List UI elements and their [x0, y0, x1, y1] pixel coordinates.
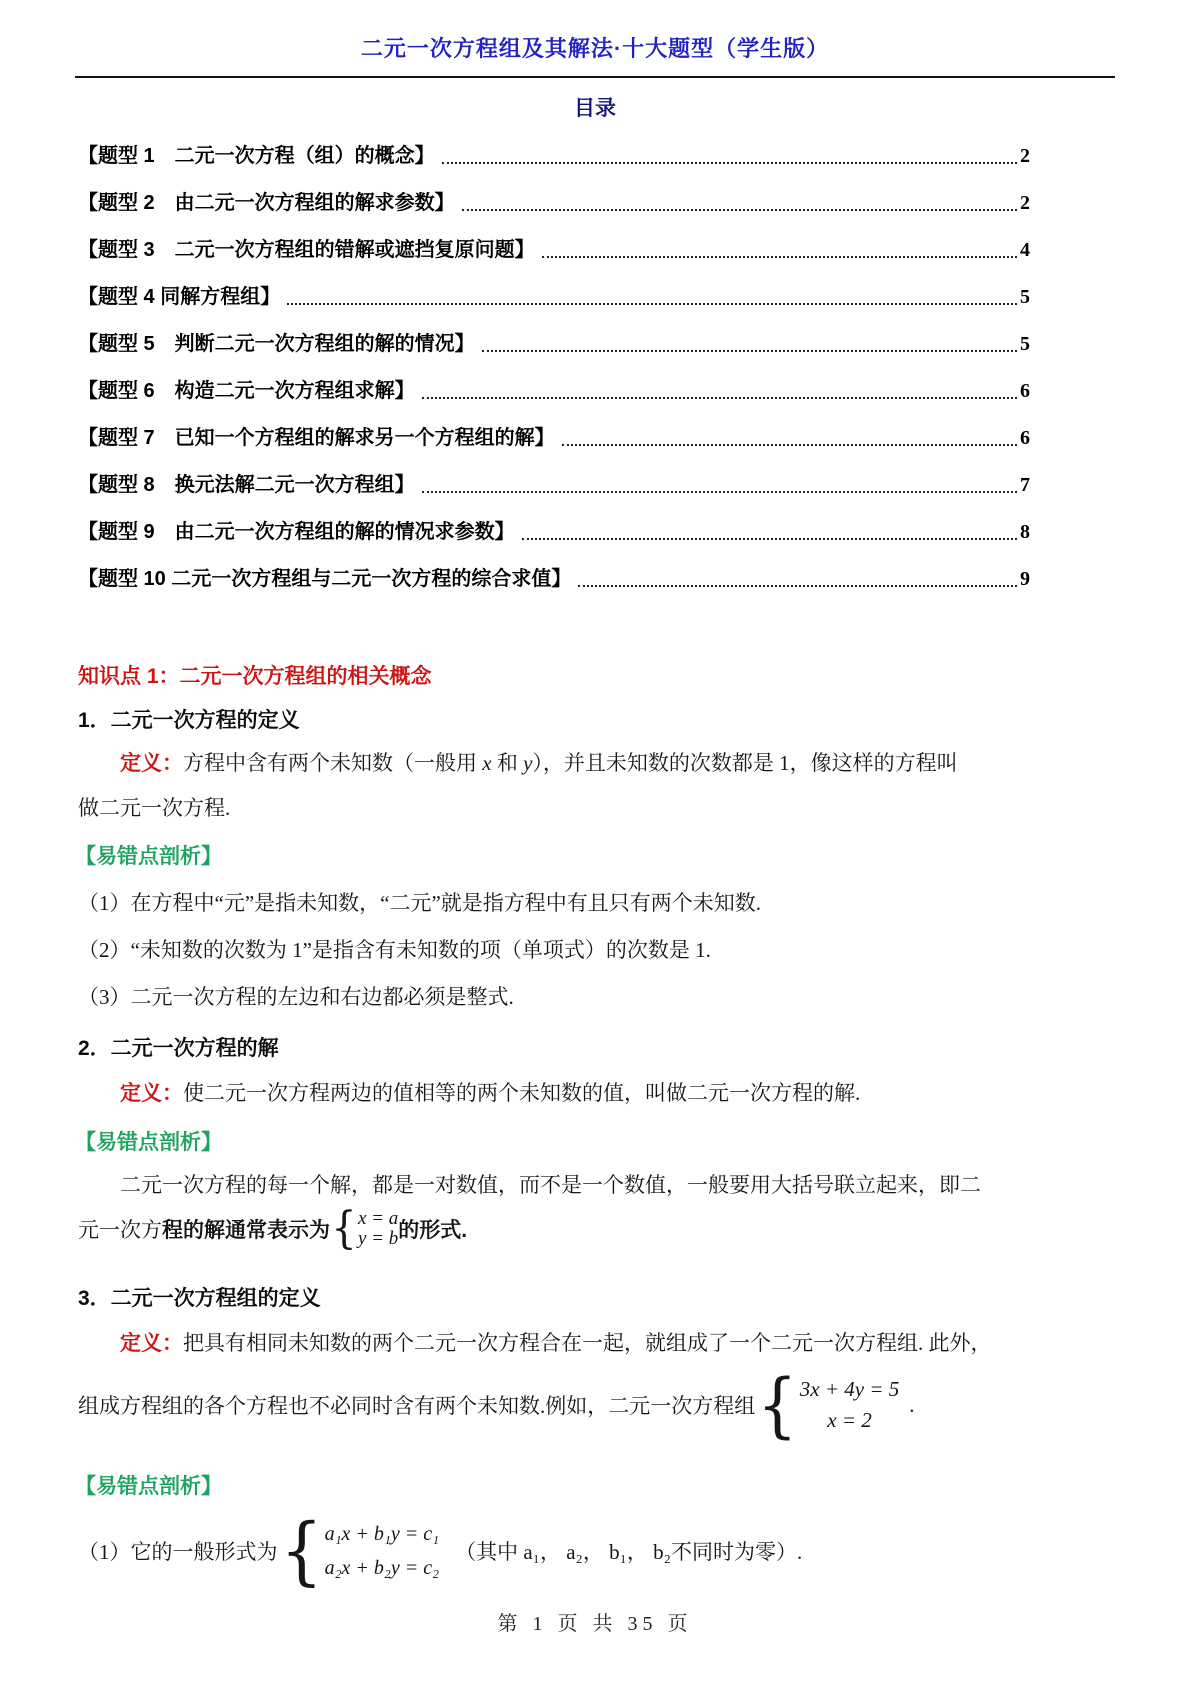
equation-line: x = 2: [827, 1408, 872, 1432]
section3-heading: 3．二元一次方程组的定义: [78, 1287, 321, 1310]
definition-text: 把具有相同未知数的两个二元一次方程合在一起，就组成了一个二元一次方程组. 此外，: [183, 1331, 992, 1355]
definition-label: 定义：: [120, 1081, 183, 1105]
definition-text: 使二元一次方程两边的值相等的两个未知数的值，叫做二元一次方程的解.: [183, 1081, 861, 1105]
toc-item-4[interactable]: [78, 284, 1030, 310]
example-system-line: [78, 1364, 915, 1446]
definition-label: 定义：: [120, 751, 183, 775]
toc-page-number: 5: [1020, 286, 1030, 308]
toc-item-6[interactable]: [78, 378, 1030, 404]
toc-item-label: 【题型 10 二元一次方程组与二元一次方程的综合求值】: [78, 568, 572, 590]
definition-label: 定义：: [120, 1331, 183, 1355]
definition-text: 方程中含有两个未知数（一般用: [183, 751, 483, 775]
toc-page-number: 2: [1020, 145, 1030, 167]
toc-item-label: 【题型 4 同解方程组】: [78, 286, 281, 308]
toc-page-number: 6: [1020, 380, 1030, 402]
general-form-line: [78, 1508, 803, 1594]
toc-page-number: 7: [1020, 474, 1030, 496]
left-brace: {: [279, 1508, 323, 1594]
title-divider-rule: [75, 76, 1115, 78]
definition-text: ），并且未知数的次数都是 1，像这样的方程叫: [532, 751, 958, 775]
toc-leader-dots: [422, 491, 1017, 493]
toc-item-label: 【题型 2 由二元一次方程组的解求参数】: [78, 192, 455, 214]
solution-note-line1: 二元一次方程的每一个解，都是一对数值，而不是一个数值，一般要用大括号联立起来，即二: [120, 1173, 981, 1197]
solution-form-equation-system: [330, 1203, 399, 1254]
general-form-condition: （其中 a₁， a₂， b₁， b₂不同时为零）.: [455, 1540, 803, 1564]
equation-line: a₁x + b₁y = c₁: [324, 1523, 440, 1545]
pitfall-point-1: （1）在方程中“元”是指未知数，“二元”就是指方程中有且只有两个未知数.: [78, 891, 762, 915]
general-form-equation-system: [278, 1508, 440, 1594]
toc-item-label: 【题型 6 构造二元一次方程组求解】: [78, 380, 415, 402]
knowledge-point-heading: 知识点 1：二元一次方程组的相关概念: [78, 665, 432, 688]
toc-item-3[interactable]: [78, 237, 1030, 263]
toc-item-10[interactable]: [78, 566, 1030, 592]
toc-leader-dots: [287, 303, 1017, 305]
pitfall-heading-3: 【易错点剖析】: [75, 1475, 222, 1498]
toc-leader-dots: [562, 444, 1017, 446]
toc-heading: 目录: [574, 97, 616, 120]
toc-item-label: 【题型 3 二元一次方程组的错解或遮挡复原问题】: [78, 239, 535, 261]
example-equation-system: [755, 1364, 900, 1446]
toc-item-1[interactable]: [78, 143, 1030, 169]
variable-x: x: [482, 751, 492, 775]
left-brace: {: [757, 1364, 798, 1446]
equation-line: a₂x + b₂y = c₂: [324, 1557, 440, 1579]
page-number-footer: 第 1 页 共 35 页: [497, 1613, 693, 1635]
section3-definition-paragraph: [78, 1330, 1034, 1357]
document-title: 二元一次方程组及其解法·十大题型（学生版）: [360, 36, 830, 61]
toc-item-label: 【题型 7 已知一个方程组的解求另一个方程组的解】: [78, 427, 555, 449]
toc-item-2[interactable]: [78, 190, 1030, 216]
toc-item-label: 【题型 5 判断二元一次方程组的解的情况】: [78, 333, 475, 355]
toc-leader-dots: [522, 538, 1017, 540]
toc-page-number: 5: [1020, 333, 1030, 355]
example-text-tail: .: [909, 1392, 915, 1417]
toc-leader-dots: [422, 397, 1017, 399]
left-brace: {: [331, 1203, 357, 1254]
note-text-bold: 程的解通常表示为: [162, 1219, 330, 1242]
section1-definition-line2: 做二元一次方程.: [78, 796, 231, 820]
toc-item-label: 【题型 8 换元法解二元一次方程组】: [78, 474, 415, 496]
toc-leader-dots: [542, 256, 1017, 258]
toc-leader-dots: [482, 350, 1017, 352]
pitfall-point-2: （2）“未知数的次数为 1”是指含有未知数的项（单项式）的次数是 1.: [78, 938, 711, 962]
pitfall-heading-1: 【易错点剖析】: [75, 845, 222, 868]
toc-page-number: 8: [1020, 521, 1030, 543]
section2-definition-paragraph: [78, 1080, 1034, 1107]
note-text: 元一次方: [78, 1218, 162, 1242]
toc-item-5[interactable]: [78, 331, 1030, 357]
toc-leader-dots: [578, 585, 1017, 587]
toc-leader-dots: [462, 209, 1017, 211]
toc-item-label: 【题型 1 二元一次方程（组）的概念】: [78, 145, 435, 167]
toc-page-number: 9: [1020, 568, 1030, 590]
toc-item-7[interactable]: [78, 425, 1030, 451]
solution-note-line2: [78, 1203, 468, 1254]
toc-page-number: 6: [1020, 427, 1030, 449]
toc-page-number: 2: [1020, 192, 1030, 214]
toc-leader-dots: [442, 162, 1017, 164]
section1-definition-paragraph: [78, 750, 1034, 777]
section1-heading: 1．二元一次方程的定义: [78, 709, 300, 732]
general-form-text: （1）它的一般形式为: [78, 1540, 278, 1564]
note-text-bold: 的形式.: [398, 1219, 468, 1242]
equation-line: y = b: [358, 1228, 399, 1249]
pitfall-point-3: （3）二元一次方程的左边和右边都必须是整式.: [78, 985, 514, 1009]
variable-y: y: [523, 751, 533, 775]
example-text: 组成方程组的各个方程也不必同时含有两个未知数.例如，二元一次方程组: [78, 1394, 756, 1418]
toc-item-label: 【题型 9 由二元一次方程组的解的情况求参数】: [78, 521, 515, 543]
section2-heading: 2．二元一次方程的解: [78, 1037, 279, 1060]
toc-page-number: 4: [1020, 239, 1030, 261]
toc-item-9[interactable]: [78, 519, 1030, 545]
pitfall-heading-2: 【易错点剖析】: [75, 1131, 222, 1154]
equation-line: x = a: [358, 1208, 399, 1229]
definition-text: 和: [491, 751, 524, 775]
toc-item-8[interactable]: [78, 472, 1030, 498]
equation-line: 3x + 4y = 5: [799, 1377, 900, 1401]
